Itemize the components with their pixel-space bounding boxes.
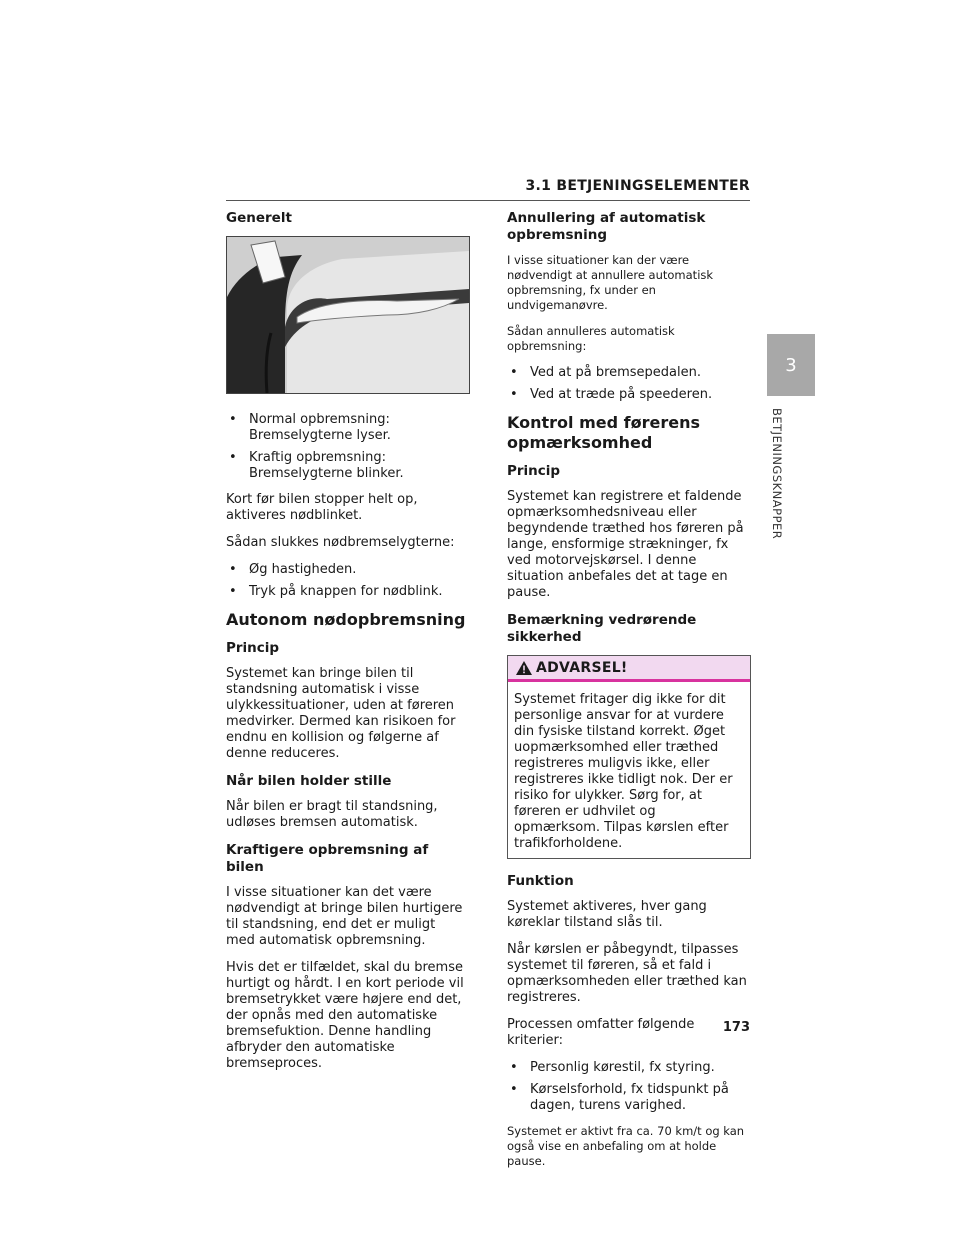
autonom-heading: Autonom nødopbremsning <box>226 610 466 629</box>
brake-light-figure <box>226 236 470 394</box>
list-item: • Normal opbremsning: Bremselygterne lyser. <box>226 412 468 444</box>
stille-text: Når bilen er bragt til standsning, udløses bremsen automatisk. <box>226 799 438 830</box>
generelt-paragraph-1: Kort før bilen stopper helt op, aktiveres nødblinket. <box>226 492 418 523</box>
chapter-number: 3 <box>785 354 797 376</box>
funktion-paragraph-2: Når kørslen er påbegyndt, tilpasses systemet til føreren, så et fald i opmærksomheden eller træthed kan registreres. <box>507 942 747 1005</box>
left-column <box>226 210 468 1083</box>
annul-paragraph-2: Sådan annulleres automatisk opbremsning: <box>507 324 675 353</box>
list-item: • Tryk på knappen for nødblink. <box>226 584 468 600</box>
list-item: • Ved at på bremsepedalen. <box>507 365 751 381</box>
kontrol-heading: Kontrol med førerens opmærksomhed <box>507 413 700 452</box>
annul-list <box>507 365 751 403</box>
princip-heading-right: Princip <box>507 463 561 479</box>
car-rear-illustration <box>227 237 469 393</box>
chapter-tab <box>767 334 815 396</box>
princip-heading: Princip <box>226 640 280 656</box>
funktion-heading: Funktion <box>507 873 574 889</box>
princip-text: Systemet kan bringe bilen til standsning automatisk i visse ulykkessituationer, uden at føreren medvirker. Dermed kan risikoen for endnu en kollision og følgerne af denne reduceres. <box>226 666 456 761</box>
funktion-paragraph-4: Systemet er aktivt fra ca. 70 km/t og kan også vise en anbefaling om at holde pause. <box>507 1124 745 1168</box>
chapter-label: BETJENINGSKNAPPER <box>770 408 784 540</box>
list-item: • Øg hastigheden. <box>226 562 468 578</box>
generelt-list-2 <box>226 562 468 600</box>
funktion-paragraph-3: Processen omfatter følgende kriterier: <box>507 1017 695 1048</box>
kraftig-heading: Kraftigere opbremsning af bilen <box>226 842 429 875</box>
header-rule <box>226 200 750 201</box>
kraftig-paragraph-1: I visse situationer kan det være nødvendigt at bringe bilen hurtigere til standsning, end det er muligt med automatisk opbremsning. <box>226 885 463 948</box>
warning-triangle-icon <box>516 661 532 675</box>
funktion-list <box>507 1060 751 1114</box>
stille-heading: Når bilen holder stille <box>226 773 392 789</box>
list-item: • Kraftig opbremsning: Bremselygterne blinker. <box>226 450 468 482</box>
generelt-paragraph-2: Sådan slukkes nødbremselygterne: <box>226 535 455 550</box>
warning-body <box>508 682 750 858</box>
princip-text-right: Systemet kan registrere et faldende opmærksomhedsniveau eller begyndende træthed hos føreren på lange, ensformige strækninger, fx ved motorvejskørsel. I denne situation anbefales det at tage en pause. <box>507 489 744 600</box>
generelt-list <box>226 412 468 482</box>
warning-title: ADVARSEL! <box>536 660 628 676</box>
warning-text: Systemet fritager dig ikke for dit personlige ansvar for at vurdere din fysiske tilstand korrekt. Øget uopmærksomhed eller træthed registreres muligvis ikke, eller registreres ikke tidligt nok. Der er risiko for ulykker. Sørg for, at føreren er udhvilet og opmærksom. Tilpas kørslen efter trafikforholdene. <box>514 692 733 851</box>
funktion-paragraph-1: Systemet aktiveres, hver gang køreklar tilstand slås til. <box>507 899 707 930</box>
warning-box <box>507 655 751 859</box>
list-item: • Kørselsforhold, fx tidspunkt på dagen, turens varighed. <box>507 1082 751 1114</box>
list-item: • Ved at træde på speederen. <box>507 387 751 403</box>
sikkerhed-heading: Bemærkning vedrørende sikkerhed <box>507 612 697 645</box>
kraftig-paragraph-2: Hvis det er tilfældet, skal du bremse hurtigt og hårdt. I en kort periode vil bremsetrykket være højere end det, der opnås med den automatiske bremsefuktion. Denne handling afbryder den automatiske bremseproces. <box>226 960 464 1071</box>
list-item: • Personlig kørestil, fx styring. <box>507 1060 751 1076</box>
page-number: 173 <box>722 1020 750 1035</box>
annul-heading: Annullering af automatisk opbremsning <box>507 210 706 243</box>
warning-header <box>508 656 750 682</box>
annul-paragraph-1: I visse situationer kan der være nødvendigt at annullere automatisk opbremsning, fx under en undvigemanøvre. <box>507 253 714 312</box>
generelt-heading: Generelt <box>226 210 292 226</box>
section-header: 3.1 BETJENINGSELEMENTER <box>525 178 750 194</box>
right-column <box>507 210 751 1180</box>
